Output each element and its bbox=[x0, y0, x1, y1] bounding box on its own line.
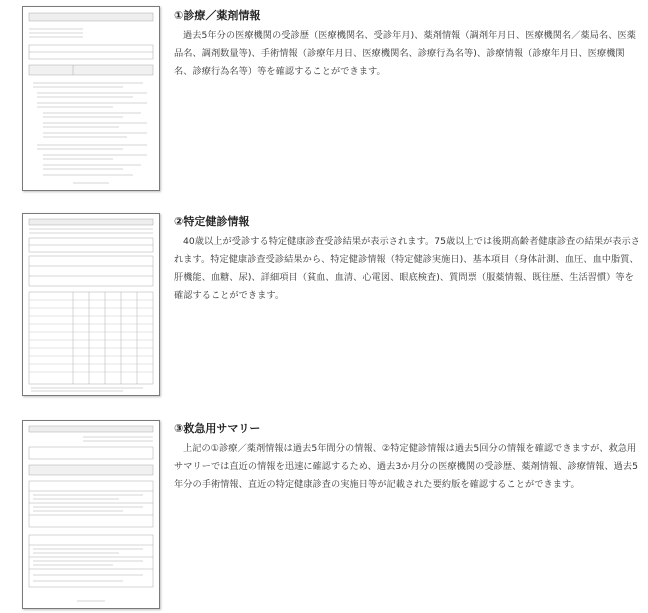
section-title: ③救急用サマリー bbox=[174, 422, 261, 435]
emergency-summary-report-thumbnail bbox=[22, 420, 160, 609]
section-title: ①診療／薬剤情報 bbox=[174, 9, 261, 22]
medical-drug-report-thumbnail bbox=[22, 6, 160, 191]
section-description: 40歳以上が受診する特定健康診査受診結果が表示されます。75歳以上では後期高齢者健康診査の結果が表示されます。特定健康診査受診結果から、特定健診情報（特定健診実施日)、基本項目（身体計測、血圧、血中脂質、肝機能、血糖、尿)、詳細項目（貧血、血清、心電図、眼底検査)、質問票（服薬情報、既往歴、生活習慣）等を確認することができます。 bbox=[174, 236, 641, 301]
section-description: 過去5年分の医療機関の受診歴（医療機関名、受診年月)、薬剤情報（調剤年月日、医療機関名／薬局名、医薬品名、調剤数量等)、手術情報（診療年月日、医療機関名、診療行為名等)、診療情報（診療年月日、医療機関名、診療行為名等）等を確認することができます。 bbox=[174, 30, 636, 77]
report-preview-image bbox=[23, 421, 159, 608]
section-description: 上記の①診療／薬剤情報は過去5年間分の情報、②特定健診情報は過去5回分の情報を確認できますが、救急用サマリーでは直近の情報を迅速に確認するため、過去3か月分の医療機関の受診歴、薬剤情報、診療情報、過去5年分の手術情報、直近の特定健康診査の実施日等が記載された要約版を確認することができます。 bbox=[174, 443, 639, 490]
health-checkup-report-thumbnail bbox=[22, 213, 160, 396]
report-preview-image bbox=[23, 214, 159, 395]
report-preview-image bbox=[23, 7, 159, 190]
section-title: ②特定健診情報 bbox=[174, 215, 250, 228]
